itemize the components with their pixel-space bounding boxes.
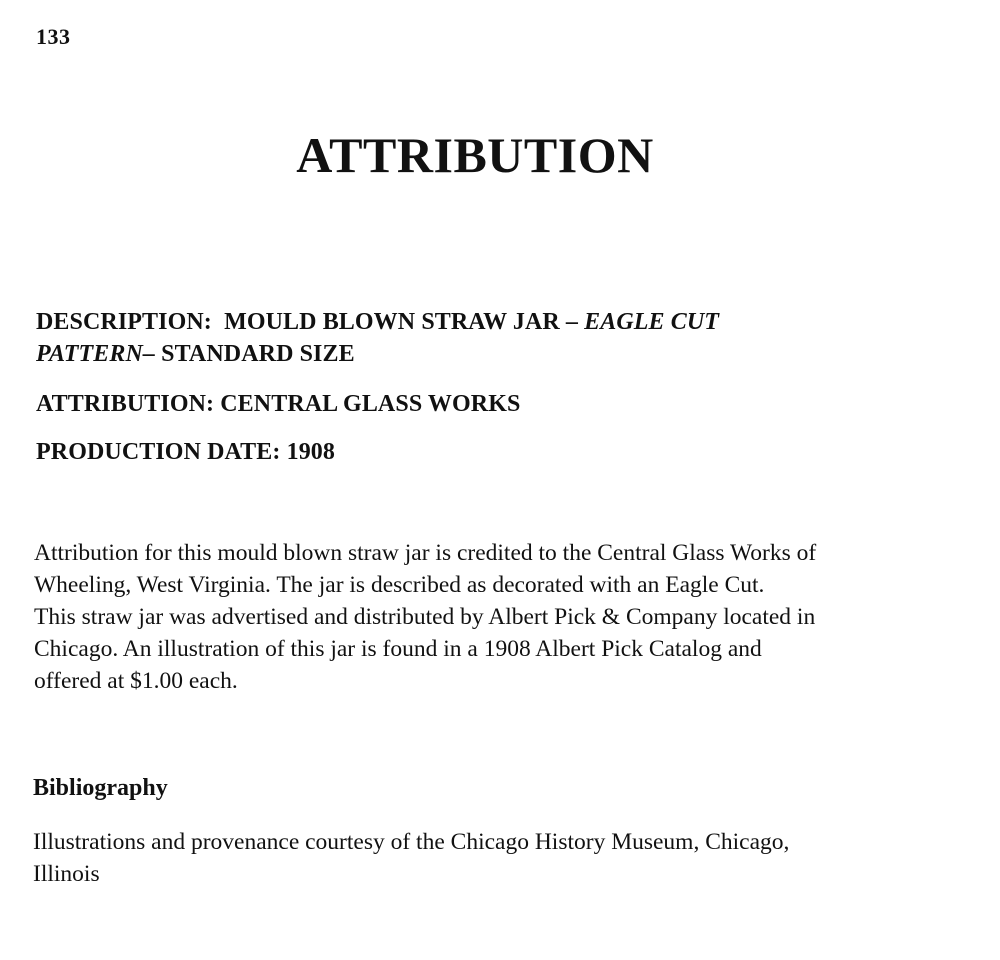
description-pattern-line1: EAGLE CUT	[584, 309, 720, 335]
production-date-block	[36, 436, 936, 468]
description-pattern-line2: PATTERN–	[36, 341, 156, 367]
body-line: Attribution for this mould blown straw jar is credited to the Central Glass Works of	[34, 540, 817, 566]
body-line: Wheeling, West Virginia. The jar is described as decorated with an Eagle Cut.	[34, 572, 765, 598]
description-label: DESCRIPTION:	[36, 309, 212, 335]
description-text-line1: MOULD BLOWN STRAW JAR –	[224, 309, 579, 335]
description-text-line2: STANDARD SIZE	[161, 341, 355, 367]
bibliography-line: Illinois	[33, 861, 100, 887]
bibliography-text	[33, 826, 973, 890]
page-title: ATTRIBUTION	[296, 127, 654, 183]
description-block	[36, 306, 936, 370]
attribution-value: CENTRAL GLASS WORKS	[220, 391, 521, 417]
bibliography-line: Illustrations and provenance courtesy of the Chicago History Museum, Chicago,	[33, 829, 790, 855]
body-paragraph	[34, 537, 974, 697]
body-line: Chicago. An illustration of this jar is found in a 1908 Albert Pick Catalog and	[34, 636, 762, 662]
production-date-value: 1908	[286, 439, 336, 465]
body-line: This straw jar was advertised and distributed by Albert Pick & Company located in	[34, 604, 816, 630]
production-date-label: PRODUCTION DATE:	[36, 439, 281, 465]
attribution-label: ATTRIBUTION:	[36, 391, 215, 417]
page-number: 133	[36, 24, 71, 49]
attribution-block	[36, 388, 936, 420]
body-line: offered at $1.00 each.	[34, 668, 238, 694]
bibliography-heading: Bibliography	[33, 775, 168, 801]
